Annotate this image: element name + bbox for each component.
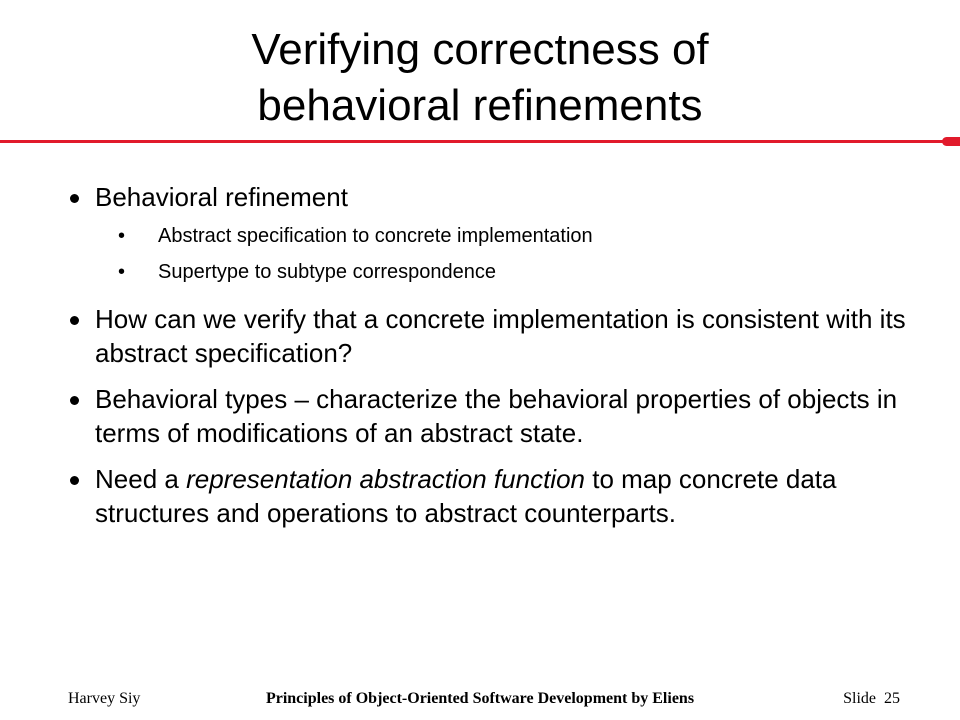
sub-bullet-text: Supertype to subtype correspondence [158, 261, 496, 283]
bullet-item [0, 382, 960, 450]
bullet-dot-icon [70, 396, 79, 405]
bullet-list [0, 180, 960, 542]
bullet-text-before: Need a [95, 464, 187, 494]
footer-course-title: Principles of Object-Oriented Software Development by Eliens [265, 690, 695, 707]
sub-bullet-text: Abstract specification to concrete implementation [158, 225, 593, 247]
bullet-dot-icon [70, 476, 79, 485]
slide-title [0, 22, 960, 134]
title-divider-cap [942, 137, 960, 146]
footer-slide-number [843, 690, 900, 708]
bullet-text: Behavioral types – characterize the behavioral properties of objects in terms of modifications of an abstract state. [95, 384, 898, 448]
footer-author: Harvey Siy [68, 690, 141, 707]
sub-bullet-dot-icon: • [118, 225, 126, 247]
bullet-text-italic: representation abstraction function [186, 464, 585, 494]
sub-bullet-list [0, 218, 960, 290]
slide-title-line-1: Verifying correctness of [251, 25, 709, 74]
footer-slide-number-value: 25 [884, 690, 900, 707]
sub-bullet-item [0, 218, 960, 254]
bullet-item [0, 462, 960, 530]
bullet-dot-icon [70, 194, 79, 203]
bullet-text: Behavioral refinement [95, 182, 348, 212]
sub-bullet-dot-icon: • [118, 261, 126, 283]
slide-title-line-2: behavioral refinements [257, 81, 703, 130]
bullet-dot-icon [70, 316, 79, 325]
bullet-item [0, 302, 960, 370]
footer-slide-label: Slide [843, 690, 876, 707]
title-divider-rule [0, 140, 960, 143]
bullet-item [0, 180, 960, 214]
slide-footer [0, 690, 960, 714]
bullet-text-after: to map concrete data structures and operations to abstract counterparts. [95, 464, 837, 528]
bullet-text: How can we verify that a concrete implementation is consistent with its abstract specification? [95, 304, 906, 368]
sub-bullet-item [0, 254, 960, 290]
